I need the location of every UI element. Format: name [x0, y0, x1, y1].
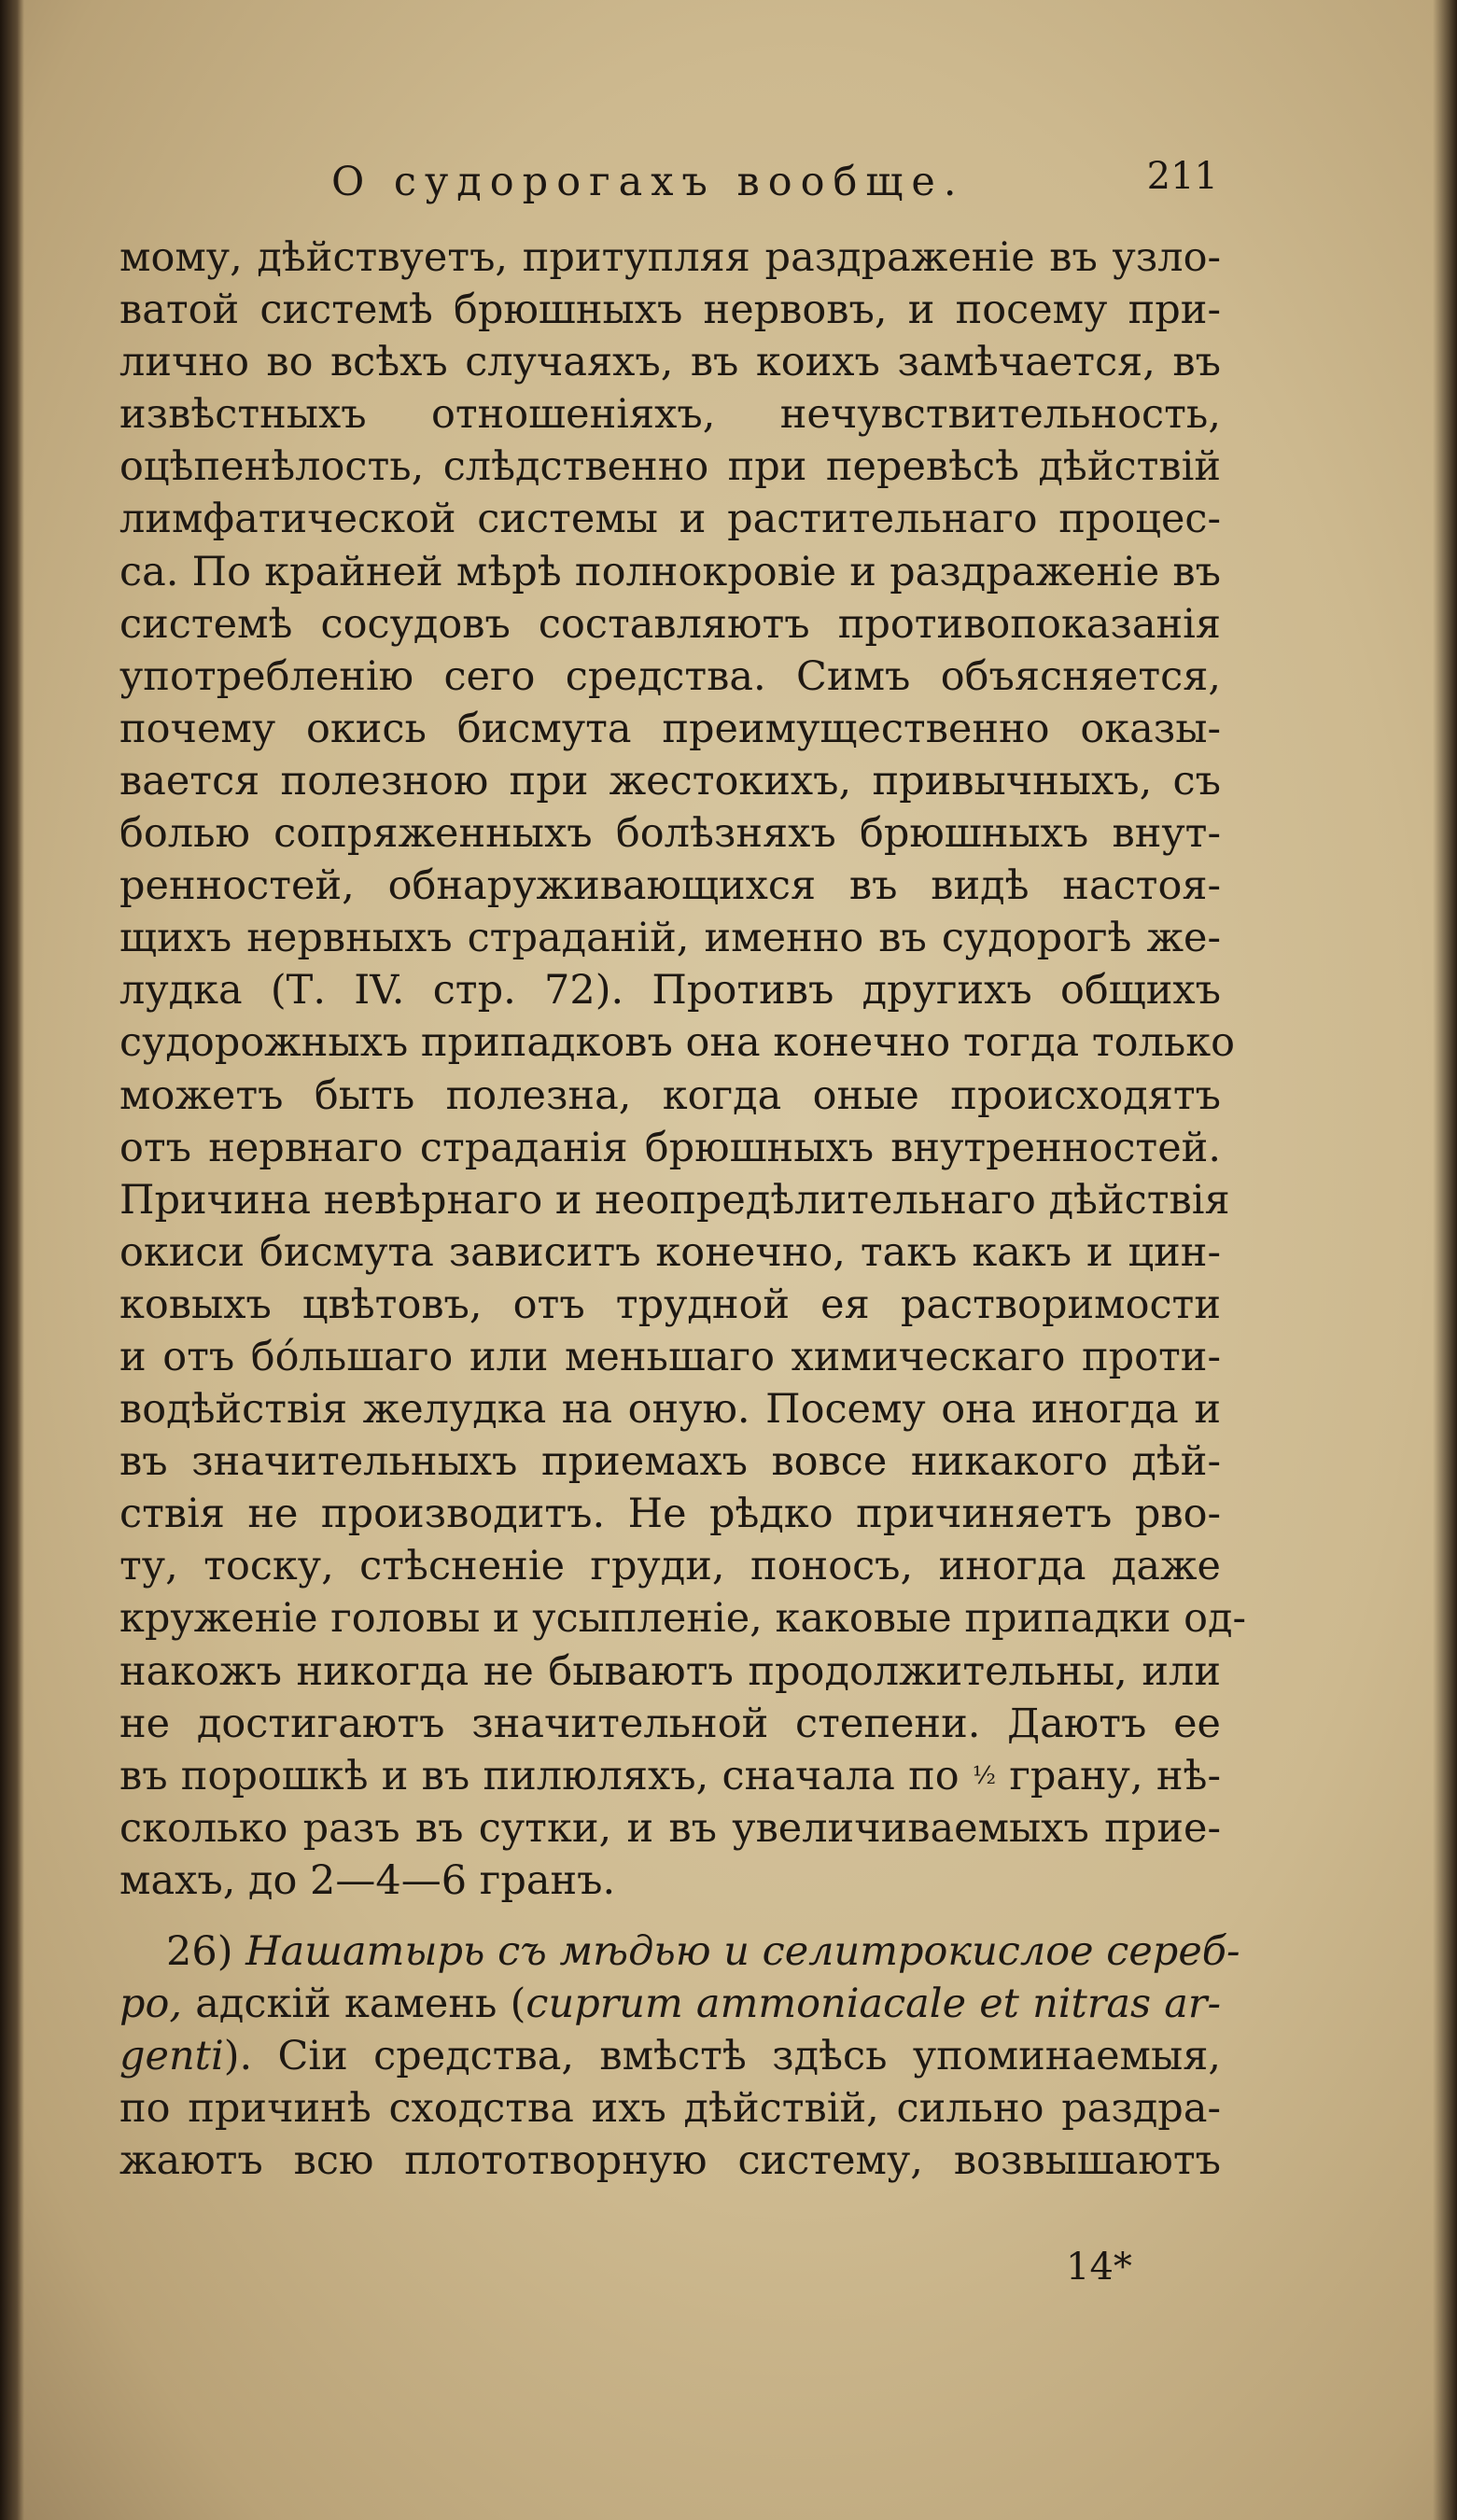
- text-line: [119, 1978, 1221, 2030]
- latin-name-cont: genti: [119, 2033, 224, 2080]
- text-line: по причинѣ сходства ихъ дѣйствій, сильно раздра-: [119, 2085, 1221, 2133]
- text-line: водѣйствія желудка на оную. Посему она иногда и: [119, 1386, 1221, 1434]
- text-line: жаютъ всю плототворную систему, возвышаютъ: [119, 2137, 1221, 2185]
- fraction-half: ½: [972, 1761, 997, 1790]
- text-line: окиси бисмута зависитъ конечно, такъ какъ и цин-: [119, 1228, 1221, 1276]
- running-title: О судорогахъ вообще.: [331, 159, 965, 205]
- text-line: [119, 1750, 1221, 1802]
- text-line: судорожныхъ припадковъ она конечно тогда только: [119, 1019, 1236, 1067]
- text-line: употребленію сего средства. Симъ объясняется,: [119, 652, 1221, 700]
- text-line: [119, 2030, 1221, 2082]
- text-line: ренностей, обнаруживающихся въ видѣ настоя-: [119, 862, 1221, 910]
- text-line: системѣ сосудовъ составляютъ противопоказанія: [119, 600, 1221, 648]
- section-number: 26): [166, 1928, 233, 1975]
- section-title-cont: ро,: [119, 1981, 183, 2028]
- text-line: извѣстныхъ отношеніяхъ, нечувствительность,: [119, 391, 1221, 439]
- text-line: ватой системѣ брюшныхъ нервовъ, и посему при-: [119, 287, 1221, 334]
- text-line: лудка (Т. IV. стр. 72). Противъ другихъ общихъ: [119, 967, 1221, 1015]
- text-segment: адскій камень (: [195, 1981, 526, 2028]
- text-line: мому, дѣйствуетъ, притупляя раздраженіе въ узло-: [119, 234, 1221, 281]
- section-title: Нашатырь съ мѣдью и селитрокислое сереб-: [245, 1928, 1240, 1975]
- page-edge-right: [1433, 0, 1457, 2520]
- text-segment: ). Сіи средства, вмѣстѣ здѣсь упоминаемыя,: [223, 2033, 1221, 2080]
- signature-mark: 14*: [1066, 2246, 1132, 2289]
- text-line: сколько разъ въ сутки, и въ увеличиваемыхъ прие-: [119, 1804, 1221, 1852]
- text-line: оцѣпенѣлость, слѣдственно при перевѣсѣ дѣйствій: [119, 443, 1221, 491]
- text-line: ту, тоску, стѣсненіе груди, поносъ, иногда даже: [119, 1543, 1221, 1590]
- text-line: въ значительныхъ приемахъ вовсе никакого дѣй-: [119, 1438, 1221, 1486]
- latin-name: cuprum ammoniacale et nitras ar-: [525, 1981, 1222, 2028]
- text-line: ствія не производитъ. Не рѣдко причиняетъ рво-: [119, 1491, 1221, 1538]
- text-line: лимфатической системы и растительнаго процес-: [119, 496, 1221, 543]
- text-line: вается полезною при жестокихъ, привычныхъ, съ: [119, 757, 1221, 805]
- paragraph-gap: [119, 1907, 1221, 1925]
- section-heading-line: [119, 1925, 1240, 1978]
- page-number: 211: [1146, 155, 1218, 198]
- text-line: са. По крайней мѣрѣ полнокровіе и раздраженіе въ: [119, 548, 1221, 595]
- text-line: Причина невѣрнаго и неопредѣлительнаго дѣйствія: [119, 1176, 1230, 1224]
- text-line: щихъ нервныхъ страданій, именно въ судорогѣ же-: [119, 915, 1221, 962]
- body-text: [119, 231, 1247, 2187]
- page-edge-left: [0, 0, 24, 2520]
- text-segment: въ порошкѣ и въ пилюляхъ, сначала по: [119, 1752, 960, 1799]
- text-segment: грану, нѣ-: [1009, 1752, 1221, 1799]
- text-line: накожъ никогда не бываютъ продолжительны, или: [119, 1647, 1221, 1695]
- text-line: не достигаютъ значительной степени. Даютъ ее: [119, 1700, 1221, 1747]
- text-line: почему окись бисмута преимущественно оказы-: [119, 705, 1221, 752]
- text-line: отъ нервнаго страданія брюшныхъ внутренностей.: [119, 1124, 1221, 1171]
- text-line: лично во всѣхъ случаяхъ, въ коихъ замѣчается, въ: [119, 339, 1221, 386]
- text-line: болью сопряженныхъ болѣзняхъ брюшныхъ внут-: [119, 810, 1221, 858]
- text-line: махъ, до 2—4—6 гранъ.: [119, 1856, 616, 1904]
- text-line: ковыхъ цвѣтовъ, отъ трудной ея растворимости: [119, 1281, 1221, 1328]
- page-header: [121, 155, 1218, 224]
- text-line: можетъ быть полезна, когда оные происходятъ: [119, 1071, 1221, 1119]
- text-line: и отъ бо́льшаго или меньшаго химическаго проти-: [119, 1333, 1221, 1380]
- text-line: круженіе головы и усыпленіе, каковые припадки од-: [119, 1595, 1247, 1643]
